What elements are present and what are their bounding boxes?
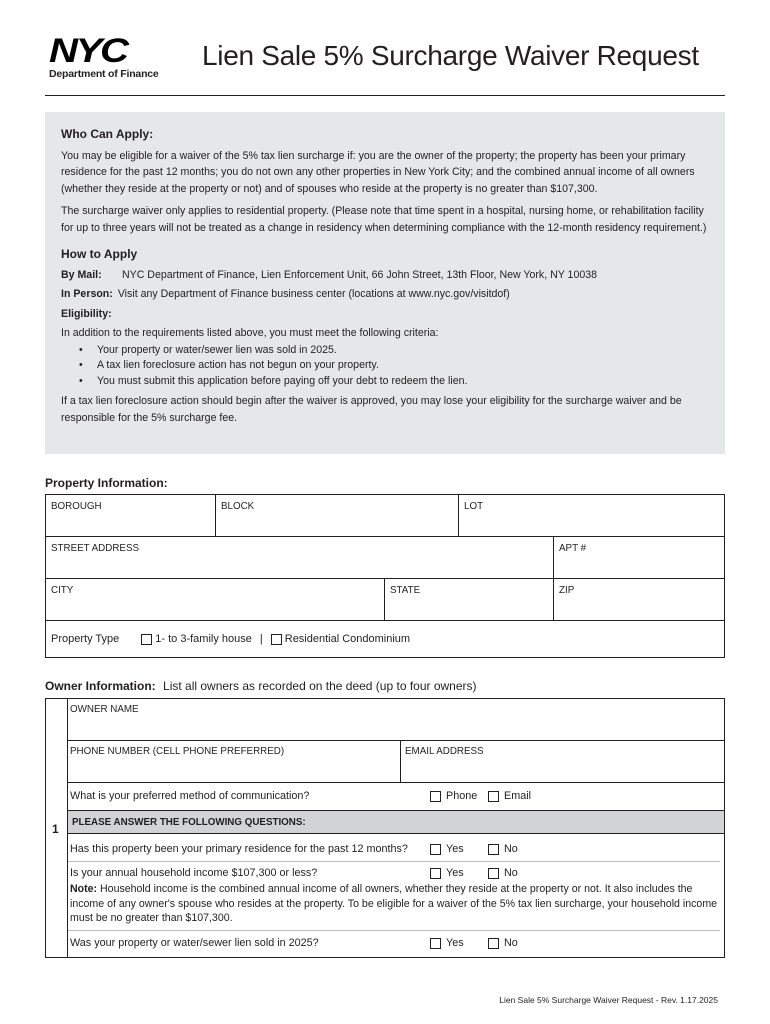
q3-yes-option[interactable] bbox=[430, 937, 464, 949]
email-address-field[interactable] bbox=[401, 741, 724, 783]
zip-label: ZIP bbox=[559, 585, 575, 596]
block-label: BLOCK bbox=[221, 501, 255, 512]
email-address-label: EMAIL ADDRESS bbox=[405, 746, 484, 757]
who-can-apply-heading: Who Can Apply: bbox=[61, 127, 154, 141]
question-primary-residence: Has this property been your primary residence for the past 12 months? bbox=[70, 843, 408, 855]
list-item: • Your property or water/sewer lien was sold in 2025. bbox=[79, 343, 709, 359]
in-person-text: Visit any Department of Finance business center (locations at www.nyc.gov/visitdof) bbox=[117, 288, 510, 300]
property-table bbox=[45, 494, 725, 658]
zip-field[interactable] bbox=[554, 579, 724, 621]
closing-paragraph: If a tax lien foreclosure action should begin after the waiver is approved, you may lose your eligibility for the surcharge waiver and be responsible for the 5% surcharge fee. bbox=[61, 395, 682, 424]
owner-section-subtitle: List all owners as recorded on the deed (up to four owners) bbox=[163, 679, 477, 693]
owner-number-column bbox=[46, 699, 68, 957]
property-type-condo-label: Residential Condominium bbox=[284, 633, 411, 645]
info-box bbox=[45, 112, 725, 454]
q1-yes-checkbox[interactable] bbox=[430, 844, 441, 855]
property-type-row bbox=[51, 633, 410, 645]
q1-yes-label: Yes bbox=[446, 843, 464, 855]
q2-no-option[interactable] bbox=[488, 867, 518, 879]
divider bbox=[68, 782, 724, 783]
question-household-income: Is your annual household income $107,300 or less? bbox=[70, 867, 318, 879]
q2-yes-label: Yes bbox=[446, 867, 464, 879]
comm-email-option[interactable] bbox=[488, 790, 531, 802]
note-text: Household income is the combined annual income of all owners, whether they reside at the property or not. It also includes the income of any owner's spouse who resides at the property. To be eligible for a waiver of the 5% tax lien surcharge, your household income must be no greater than $107,300. bbox=[70, 883, 718, 924]
in-person-label: In Person: bbox=[61, 288, 113, 300]
property-section-title: Property Information: bbox=[45, 476, 168, 490]
apt-label: APT # bbox=[559, 543, 587, 554]
eligibility-label: Eligibility: bbox=[61, 307, 112, 320]
property-type-label: Property Type bbox=[51, 633, 120, 645]
owner-section-heading: Owner Information: bbox=[45, 679, 156, 693]
q2-yes-option[interactable] bbox=[430, 867, 464, 879]
eligibility-intro: In addition to the requirements listed above, you must meet the following criteria: bbox=[61, 327, 439, 339]
q3-no-checkbox[interactable] bbox=[488, 938, 499, 949]
comm-phone-checkbox[interactable] bbox=[430, 791, 441, 802]
lot-label: LOT bbox=[464, 501, 484, 512]
property-type-1to3-checkbox[interactable] bbox=[141, 634, 152, 645]
phone-number-field[interactable] bbox=[68, 741, 401, 783]
nyc-dof-logo bbox=[49, 34, 169, 80]
list-item: • A tax lien foreclosure action has not begun on your property. bbox=[79, 358, 709, 374]
comm-email-label: Email bbox=[504, 790, 531, 802]
apt-field[interactable] bbox=[554, 537, 724, 579]
page-header bbox=[45, 34, 725, 96]
street-address-field[interactable] bbox=[46, 537, 554, 579]
owner-table bbox=[45, 698, 725, 958]
block-field[interactable] bbox=[216, 495, 459, 537]
borough-field[interactable] bbox=[46, 495, 216, 537]
how-to-apply-heading: How to Apply bbox=[61, 247, 138, 261]
q1-no-option[interactable] bbox=[488, 843, 518, 855]
list-item: • You must submit this application before paying off your debt to redeem the lien. bbox=[79, 374, 709, 390]
comm-email-checkbox[interactable] bbox=[488, 791, 499, 802]
communication-question: What is your preferred method of communication? bbox=[70, 790, 310, 802]
phone-number-label: PHONE NUMBER (CELL PHONE PREFERRED) bbox=[70, 746, 285, 757]
logo-nyc-text: NYC bbox=[49, 32, 127, 70]
q1-no-checkbox[interactable] bbox=[488, 844, 499, 855]
city-label: CITY bbox=[51, 585, 74, 596]
question-lien-sold: Was your property or water/sewer lien sold in 2025? bbox=[70, 937, 319, 949]
q2-no-checkbox[interactable] bbox=[488, 868, 499, 879]
owner-number: 1 bbox=[52, 822, 59, 836]
comm-phone-label: Phone bbox=[446, 790, 478, 802]
footer-revision: Lien Sale 5% Surcharge Waiver Request - Rev. 1.17.2025 bbox=[499, 995, 718, 1005]
eligibility-row bbox=[61, 306, 709, 323]
divider bbox=[68, 930, 720, 931]
in-person-row bbox=[61, 286, 709, 303]
who-paragraph-1: You may be eligible for a waiver of the 5% tax lien surcharge if: you are the owner of the property; the property has been your primary residence for the past 12 months; you do not own any other properties in New York City; and the combined annual income of all owners (whether they reside at the property or not) and of spouses who reside at the property is no greater than $107,300. bbox=[61, 149, 695, 195]
city-field[interactable] bbox=[46, 579, 385, 621]
page-title: Lien Sale 5% Surcharge Waiver Request bbox=[202, 40, 699, 71]
owner-name-label: OWNER NAME bbox=[70, 704, 139, 715]
who-paragraph-2: The surcharge waiver only applies to residential property. (Please note that time spent in a hospital, nursing home, or rehabilitation facility for up to three years will not be treated as a change in residency when determining compliance with the 12-month residency requirement.) bbox=[61, 205, 707, 234]
q3-no-option[interactable] bbox=[488, 937, 518, 949]
lot-field[interactable] bbox=[459, 495, 724, 537]
q3-no-label: No bbox=[504, 937, 518, 949]
owner-name-field[interactable] bbox=[70, 703, 722, 741]
note-label: Note: bbox=[70, 883, 98, 895]
q2-no-label: No bbox=[504, 867, 518, 879]
q3-yes-label: Yes bbox=[446, 937, 464, 949]
borough-label: BOROUGH bbox=[51, 501, 102, 512]
income-note bbox=[70, 882, 720, 926]
questions-header: PLEASE ANSWER THE FOLLOWING QUESTIONS: bbox=[68, 810, 724, 834]
property-type-separator: | bbox=[259, 633, 263, 645]
property-type-condo-checkbox[interactable] bbox=[271, 634, 282, 645]
q3-yes-checkbox[interactable] bbox=[430, 938, 441, 949]
street-address-label: STREET ADDRESS bbox=[51, 543, 140, 554]
q1-no-label: No bbox=[504, 843, 518, 855]
state-label: STATE bbox=[390, 585, 421, 596]
by-mail-row bbox=[61, 267, 709, 284]
q2-yes-checkbox[interactable] bbox=[430, 868, 441, 879]
by-mail-label: By Mail: bbox=[61, 268, 102, 281]
q1-yes-option[interactable] bbox=[430, 843, 464, 855]
criteria-list bbox=[79, 343, 709, 390]
state-field[interactable] bbox=[385, 579, 554, 621]
by-mail-text: NYC Department of Finance, Lien Enforcement Unit, 66 John Street, 13th Floor, New York, NY 10038 bbox=[122, 268, 598, 281]
logo-dept-text: Department of Finance bbox=[49, 68, 159, 80]
comm-phone-option[interactable] bbox=[430, 790, 477, 802]
property-type-1to3-label: 1- to 3-family house bbox=[155, 633, 252, 645]
owner-section-title bbox=[45, 679, 477, 693]
divider bbox=[68, 861, 720, 862]
